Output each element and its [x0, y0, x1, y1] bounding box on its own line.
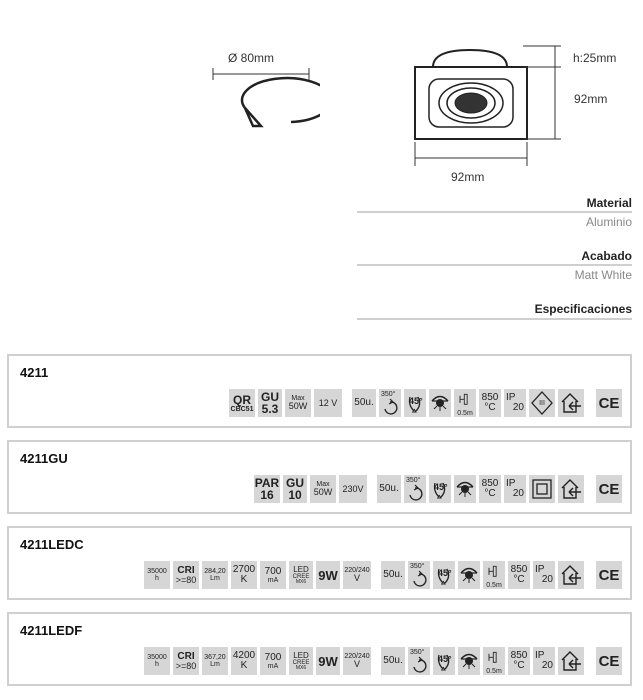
spec-icons-row [229, 389, 622, 417]
distance-icon: 0.5m [454, 389, 476, 417]
diameter-label: Ø 80mm [228, 51, 275, 65]
rotate-icon: 350° [408, 647, 430, 675]
lumen-tile: 284,20 Lm [202, 561, 228, 589]
product-card-4211gu [7, 440, 632, 514]
tilt-icon: 45° [429, 475, 451, 503]
current-tile: 700 mA [260, 647, 286, 675]
tilt-icon: 45° [404, 389, 426, 417]
ce-mark: CE [596, 561, 622, 589]
spec-icons-row [254, 475, 622, 503]
side-height-label: 92mm [574, 92, 608, 106]
units-tile: 50u. [352, 389, 376, 417]
kelvin-tile: 4200 K [231, 647, 257, 675]
spec-value: Aluminio [585, 215, 632, 229]
socket-tile: GU 5.3 [258, 389, 282, 417]
lamp-tile: QR CBC51 [229, 389, 255, 417]
temperature-tile: 850 °C [479, 389, 501, 417]
product-code: 4211LEDC [20, 537, 84, 552]
lamp-icon [454, 475, 476, 503]
lamp-icon [429, 389, 451, 417]
ce-mark: CE [596, 647, 622, 675]
ip-rating-tile: IP 20 [504, 475, 526, 503]
ce-mark: CE [596, 389, 622, 417]
cri-tile: CRI >=80 [173, 561, 199, 589]
watt-tile: 9W [316, 561, 340, 589]
spec-title: Especificaciones [534, 302, 632, 316]
product-card-4211ledc [7, 526, 632, 600]
product-code: 4211GU [20, 451, 68, 466]
life-tile: 35000 h [144, 561, 170, 589]
product-code: 4211 [20, 365, 49, 380]
rotate-icon: 350° [408, 561, 430, 589]
volt-tile: 220/240 V [343, 561, 371, 589]
units-tile: 50u. [381, 561, 405, 589]
spec-finish [357, 249, 632, 282]
height-label: h:25mm [573, 51, 617, 65]
ce-mark: CE [596, 475, 622, 503]
house-icon [558, 475, 584, 503]
temperature-tile: 850 °C [508, 561, 530, 589]
watt-tile: 9W [316, 647, 340, 675]
lamp-icon [458, 561, 480, 589]
socket-tile: GU 10 [283, 475, 307, 503]
led-tile: LED CREE MX6 [289, 647, 313, 675]
tilt-icon: 45° [433, 647, 455, 675]
temperature-tile: 850 °C [479, 475, 501, 503]
spec-title: Material [586, 196, 632, 210]
product-card-4211ledf [7, 612, 632, 686]
distance-icon: 0.5m [483, 647, 505, 675]
current-tile: 700 mA [260, 561, 286, 589]
cutout-drawing [205, 60, 320, 135]
spec-value: Matt White [574, 268, 632, 282]
class-iii-icon: III [529, 389, 555, 417]
spec-icons-row [144, 561, 622, 589]
temperature-tile: 850 °C [508, 647, 530, 675]
units-tile: 50u. [377, 475, 401, 503]
rotate-icon: 350° [404, 475, 426, 503]
rotate-icon: 350° [379, 389, 401, 417]
house-icon [558, 647, 584, 675]
spec-specifications [357, 302, 632, 320]
spec-material [357, 196, 632, 229]
lamp-tile: PAR 16 [254, 476, 280, 502]
power-tile: Max 50W [310, 475, 336, 503]
tilt-icon: 45° [433, 561, 455, 589]
ip-rating-tile: IP 20 [533, 561, 555, 589]
lamp-icon [458, 647, 480, 675]
cri-tile: CRI >=80 [173, 647, 199, 675]
side-width-label: 92mm [451, 170, 485, 184]
house-icon [558, 389, 584, 417]
house-icon [558, 561, 584, 589]
distance-icon: 0.5m [483, 561, 505, 589]
product-card-4211 [7, 354, 632, 428]
kelvin-tile: 2700 K [231, 561, 257, 589]
power-tile: Max 50W [285, 389, 311, 417]
led-tile: LED CREE MX6 [289, 561, 313, 589]
voltage-tile: 230V [339, 475, 367, 503]
life-tile: 35000 h [144, 647, 170, 675]
spec-title: Acabado [581, 249, 632, 263]
voltage-tile: 12 V [314, 389, 342, 417]
spec-icons-row [144, 647, 622, 675]
ip-rating-tile: IP 20 [504, 389, 526, 417]
volt-tile: 220/240 V [343, 647, 371, 675]
ip-rating-tile: IP 20 [533, 647, 555, 675]
class-ii-icon [529, 475, 555, 503]
housing-drawing [405, 42, 565, 174]
product-code: 4211LEDF [20, 623, 83, 638]
units-tile: 50u. [381, 647, 405, 675]
lumen-tile: 367,20 Lm [202, 647, 228, 675]
